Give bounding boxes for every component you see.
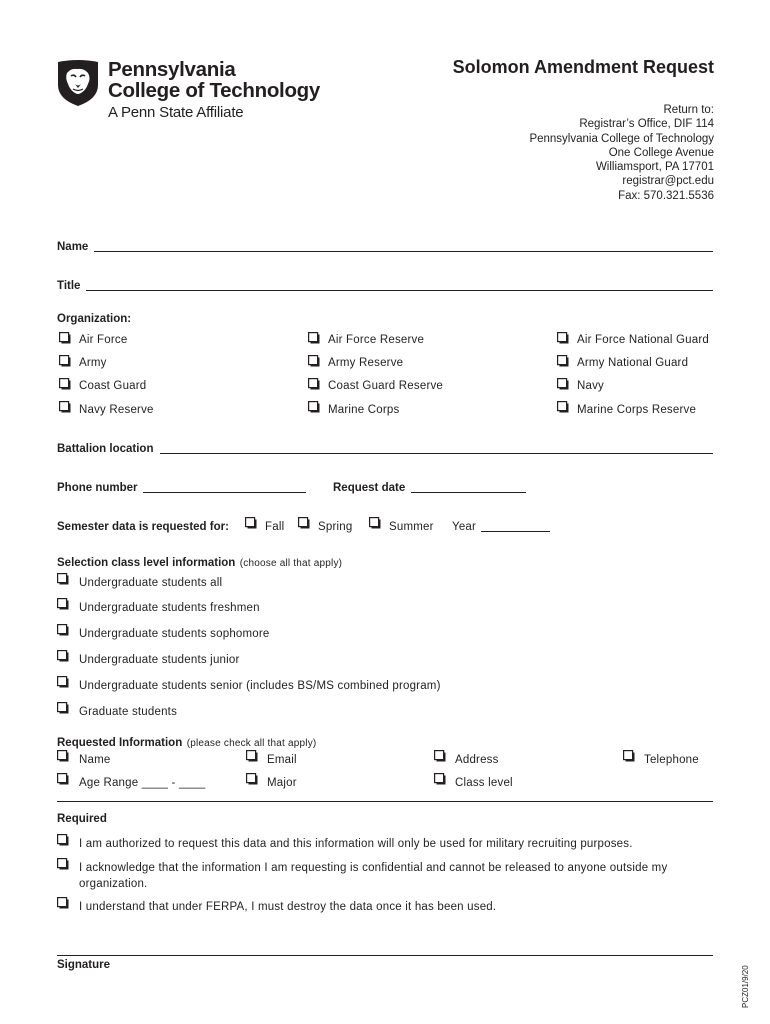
checkbox-info-telephone[interactable] (623, 750, 635, 762)
checkbox-icon (369, 517, 381, 529)
title-label: Title (57, 280, 81, 292)
info-option-label: Telephone (644, 754, 699, 766)
info-option-label: Name (79, 754, 111, 766)
return-email: registrar@pct.edu (622, 175, 714, 188)
class-level-note: (choose all that apply) (239, 558, 343, 569)
class-level-heading (57, 553, 342, 571)
option-label: Army National Guard (577, 357, 689, 369)
checkbox-air-force[interactable] (59, 332, 71, 344)
title-field[interactable] (86, 290, 713, 291)
checkbox-confidential-statement[interactable] (57, 858, 69, 870)
checkbox-icon (434, 773, 446, 785)
checkbox-icon (57, 624, 69, 636)
checkbox-marine-corps[interactable] (308, 401, 320, 413)
checkbox-coast-guard-reserve[interactable] (308, 378, 320, 390)
signature-field[interactable] (57, 955, 713, 956)
checkbox-info-class-level[interactable] (434, 773, 446, 785)
year-label: Year (452, 521, 477, 533)
checkbox-undergrad-all[interactable] (57, 573, 69, 585)
checkbox-undergrad-senior[interactable] (57, 676, 69, 688)
name-label: Name (57, 241, 89, 253)
affiliate-tagline: A Penn State Affiliate (108, 104, 244, 121)
institution-name-line1: Pennsylvania (108, 58, 236, 81)
required-statement: I understand that under FERPA, I must destroy the data once it has been used. (79, 901, 497, 913)
battalion-label: Battalion location (57, 443, 154, 455)
option-label: Army (79, 357, 107, 369)
semester-option-summer: Summer (389, 521, 434, 533)
checkbox-icon (57, 858, 69, 870)
checkbox-air-force-national-guard[interactable] (557, 332, 569, 344)
checkbox-undergrad-sophomore[interactable] (57, 624, 69, 636)
phone-label: Phone number (57, 482, 138, 494)
info-option-label: Major (267, 777, 297, 789)
checkbox-info-major[interactable] (246, 773, 258, 785)
option-label: Air Force (79, 334, 128, 346)
return-address (529, 103, 714, 203)
option-label: Coast Guard Reserve (328, 380, 444, 392)
requested-info-heading-text: Requested Information (57, 737, 183, 749)
class-level-heading-text: Selection class level information (57, 557, 236, 569)
signature-label: Signature (57, 959, 111, 971)
checkbox-icon (298, 517, 310, 529)
checkbox-icon (59, 401, 71, 413)
checkbox-icon (59, 378, 71, 390)
info-option-label: Address (455, 754, 499, 766)
return-college: Pennsylvania College of Technology (529, 132, 714, 145)
checkbox-icon (557, 401, 569, 413)
checkbox-army-reserve[interactable] (308, 355, 320, 367)
option-label: Marine Corps (328, 404, 400, 416)
required-heading: Required (57, 813, 107, 825)
phone-field[interactable] (143, 492, 306, 493)
checkbox-authorized-statement[interactable] (57, 834, 69, 846)
info-option-label: Email (267, 754, 297, 766)
option-label: Marine Corps Reserve (577, 404, 697, 416)
checkbox-air-force-reserve[interactable] (308, 332, 320, 344)
required-statement: I am authorized to request this data and this information will only be used for military recruiting purposes. (79, 838, 633, 850)
checkbox-icon (57, 834, 69, 846)
return-office: Registrar’s Office, DIF 114 (579, 118, 714, 131)
checkbox-icon (623, 750, 635, 762)
semester-label: Semester data is requested for: (57, 521, 229, 533)
checkbox-icon (308, 332, 320, 344)
checkbox-icon (57, 650, 69, 662)
checkbox-icon (57, 702, 69, 714)
checkbox-icon (57, 773, 69, 785)
checkbox-icon (57, 676, 69, 688)
checkbox-icon (308, 355, 320, 367)
checkbox-navy[interactable] (557, 378, 569, 390)
year-field[interactable] (481, 531, 550, 532)
class-option-label: Undergraduate students freshmen (79, 602, 260, 614)
class-option-label: Undergraduate students sophomore (79, 628, 270, 640)
checkbox-icon (557, 332, 569, 344)
return-to-label: Return to: (663, 104, 714, 116)
return-street: One College Avenue (608, 146, 714, 159)
checkbox-icon (57, 598, 69, 610)
name-field[interactable] (94, 251, 713, 252)
required-statement: I acknowledge that the information I am requesting is confidential and cannot be released to anyone outside my (79, 862, 668, 874)
institution-name-line2: College of Technology (108, 79, 320, 102)
checkbox-undergrad-junior[interactable] (57, 650, 69, 662)
checkbox-coast-guard[interactable] (59, 378, 71, 390)
nittany-lion-shield-icon (57, 59, 99, 107)
form-title: Solomon Amendment Request (452, 57, 714, 77)
option-label: Navy Reserve (79, 404, 154, 416)
class-option-label: Undergraduate students all (79, 577, 223, 589)
checkbox-icon (57, 750, 69, 762)
info-option-label: Age Range ____ - ____ (79, 777, 206, 789)
battalion-field[interactable] (160, 453, 713, 454)
organization-label: Organization: (57, 313, 132, 325)
checkbox-icon (557, 355, 569, 367)
checkbox-army[interactable] (59, 355, 71, 367)
request-date-field[interactable] (411, 492, 526, 493)
checkbox-ferpa-statement[interactable] (57, 897, 69, 909)
requested-info-note: (please check all that apply) (186, 738, 317, 749)
class-option-label: Undergraduate students junior (79, 654, 240, 666)
checkbox-icon (59, 355, 71, 367)
checkbox-icon (57, 897, 69, 909)
class-option-label: Undergraduate students senior (includes BS/MS combined program) (79, 680, 441, 692)
semester-option-spring: Spring (318, 521, 353, 533)
checkbox-info-name[interactable] (57, 750, 69, 762)
checkbox-navy-reserve[interactable] (59, 401, 71, 413)
option-label: Air Force National Guard (577, 334, 709, 346)
checkbox-info-age-range[interactable] (57, 773, 69, 785)
checkbox-fall[interactable] (245, 517, 257, 529)
checkbox-icon (434, 750, 446, 762)
option-label: Navy (577, 380, 605, 392)
return-city: Williamsport, PA 17701 (595, 161, 714, 174)
checkbox-icon (245, 517, 257, 529)
option-label: Air Force Reserve (328, 334, 425, 346)
info-option-label: Class level (455, 777, 513, 789)
checkbox-icon (557, 378, 569, 390)
checkbox-graduate[interactable] (57, 702, 69, 714)
section-divider (57, 801, 713, 802)
checkbox-info-email[interactable] (246, 750, 258, 762)
option-label: Army Reserve (328, 357, 404, 369)
request-date-label: Request date (333, 482, 406, 494)
checkbox-undergrad-freshmen[interactable] (57, 598, 69, 610)
requested-info-heading (57, 733, 316, 751)
checkbox-icon (246, 773, 258, 785)
class-option-label: Graduate students (79, 706, 178, 718)
checkbox-icon (57, 573, 69, 585)
checkbox-icon (246, 750, 258, 762)
option-label: Coast Guard (79, 380, 147, 392)
form-code: PCZ01/9/20 (741, 965, 750, 1008)
checkbox-info-address[interactable] (434, 750, 446, 762)
checkbox-marine-corps-reserve[interactable] (557, 401, 569, 413)
semester-option-fall: Fall (265, 521, 285, 533)
college-logo (57, 59, 99, 107)
checkbox-icon (308, 378, 320, 390)
checkbox-summer[interactable] (369, 517, 381, 529)
checkbox-icon (59, 332, 71, 344)
checkbox-icon (308, 401, 320, 413)
return-fax: Fax: 570.321.5536 (618, 189, 714, 202)
checkbox-army-national-guard[interactable] (557, 355, 569, 367)
required-statement-continued: organization. (79, 878, 148, 890)
checkbox-spring[interactable] (298, 517, 310, 529)
